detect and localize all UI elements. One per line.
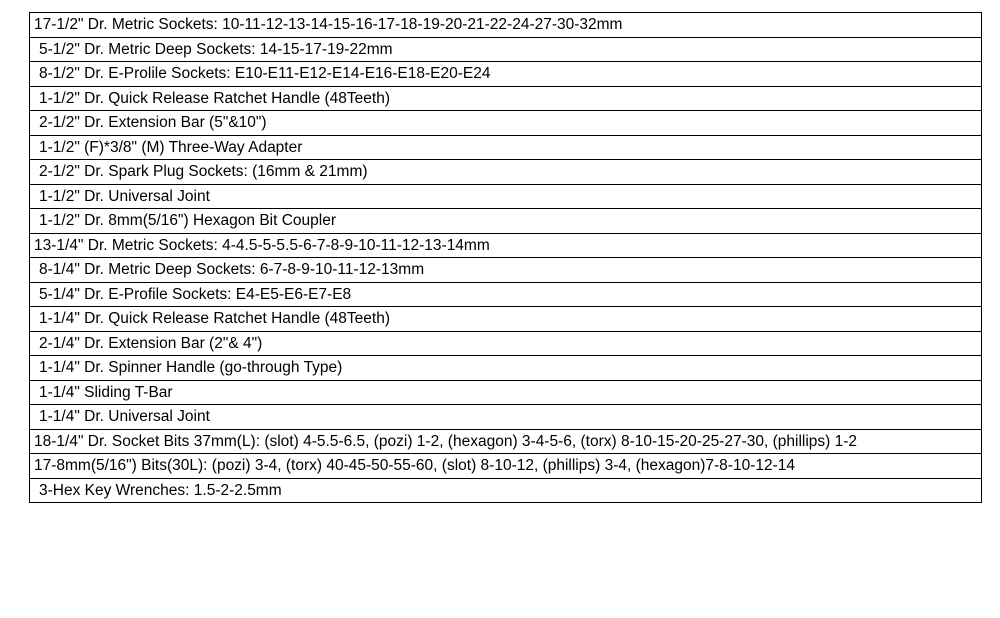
table-row	[30, 405, 982, 430]
table-row	[30, 478, 982, 503]
parts-list-cell: 8-1/2" Dr. E-Prolile Sockets: E10-E11-E12-E14-E16-E18-E20-E24	[30, 62, 982, 87]
table-row	[30, 135, 982, 160]
parts-list-cell: 1-1/2" (F)*3/8" (M) Three-Way Adapter	[30, 135, 982, 160]
parts-list-cell: 1-1/2" Dr. Universal Joint	[30, 184, 982, 209]
parts-list-cell: 5-1/4" Dr. E-Profile Sockets: E4-E5-E6-E7-E8	[30, 282, 982, 307]
table-row	[30, 37, 982, 62]
table-row	[30, 258, 982, 283]
table-row	[30, 454, 982, 479]
table-row	[30, 111, 982, 136]
parts-list-cell: 17-8mm(5/16") Bits(30L): (pozi) 3-4, (torx) 40-45-50-55-60, (slot) 8-10-12, (phillips) 3-4, (hexagon)7-8-10-12-14	[30, 454, 982, 479]
table-row	[30, 233, 982, 258]
table-row	[30, 160, 982, 185]
parts-list-cell: 18-1/4" Dr. Socket Bits 37mm(L): (slot) 4-5.5-6.5, (pozi) 1-2, (hexagon) 3-4-5-6, (torx) 8-10-15-20-25-27-30, (phillips) 1-2	[30, 429, 982, 454]
table-row	[30, 62, 982, 87]
parts-list-body	[30, 13, 982, 503]
parts-list-cell: 2-1/2" Dr. Extension Bar (5"&10")	[30, 111, 982, 136]
table-row	[30, 307, 982, 332]
parts-list-table	[29, 12, 982, 503]
table-row	[30, 282, 982, 307]
table-row	[30, 184, 982, 209]
parts-list-cell: 3-Hex Key Wrenches: 1.5-2-2.5mm	[30, 478, 982, 503]
parts-list-cell: 1-1/4" Dr. Spinner Handle (go-through Type)	[30, 356, 982, 381]
table-row	[30, 331, 982, 356]
parts-list-cell: 17-1/2" Dr. Metric Sockets: 10-11-12-13-14-15-16-17-18-19-20-21-22-24-27-30-32mm	[30, 13, 982, 38]
table-row	[30, 429, 982, 454]
parts-list-cell: 1-1/4" Dr. Quick Release Ratchet Handle (48Teeth)	[30, 307, 982, 332]
table-row	[30, 209, 982, 234]
parts-list-cell: 1-1/2" Dr. 8mm(5/16") Hexagon Bit Coupler	[30, 209, 982, 234]
parts-list-cell: 8-1/4" Dr. Metric Deep Sockets: 6-7-8-9-10-11-12-13mm	[30, 258, 982, 283]
table-row	[30, 86, 982, 111]
parts-list-cell: 5-1/2" Dr. Metric Deep Sockets: 14-15-17-19-22mm	[30, 37, 982, 62]
parts-list-cell: 13-1/4" Dr. Metric Sockets: 4-4.5-5-5.5-6-7-8-9-10-11-12-13-14mm	[30, 233, 982, 258]
table-row	[30, 356, 982, 381]
table-row	[30, 13, 982, 38]
parts-list-cell: 1-1/2" Dr. Quick Release Ratchet Handle (48Teeth)	[30, 86, 982, 111]
parts-list-cell: 1-1/4" Dr. Universal Joint	[30, 405, 982, 430]
table-row	[30, 380, 982, 405]
parts-list-cell: 2-1/2" Dr. Spark Plug Sockets: (16mm & 21mm)	[30, 160, 982, 185]
parts-list-cell: 2-1/4" Dr. Extension Bar (2"& 4")	[30, 331, 982, 356]
parts-list-cell: 1-1/4" Sliding T-Bar	[30, 380, 982, 405]
